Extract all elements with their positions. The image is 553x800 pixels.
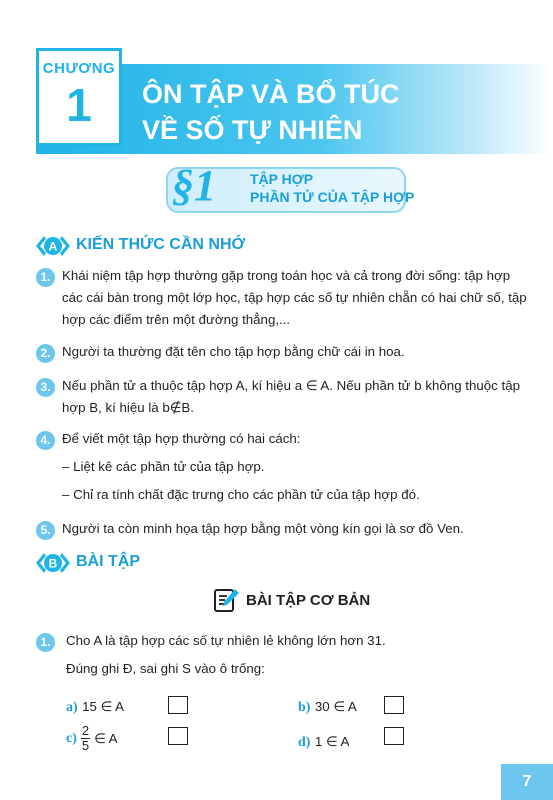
section-symbol: §1 [172, 161, 216, 210]
text-line: Cho A là tập hợp các số tự nhiên lẻ không lớn hơn 31. [66, 633, 386, 648]
text-line: Người ta còn minh họa tập hợp bằng một vòng kín gọi là sơ đồ Ven. [62, 521, 464, 536]
answer-checkbox-b[interactable] [384, 696, 404, 714]
text-line: Nếu phần tử a thuộc tập hợp A, kí hiệu a ∈ A. Nếu phần tử b không thuộc tập [62, 378, 521, 393]
knowledge-1-text [62, 265, 542, 331]
part-b-badge: B [48, 556, 58, 571]
answer-checkbox-a[interactable] [168, 696, 188, 714]
text-line: Người ta thường đặt tên cho tập hợp bằng chữ cái in hoa. [62, 344, 405, 359]
text-line: các cái bàn trong một lớp học, tập hợp các số tự nhiên chẵn có hai chữ số, tập [62, 290, 527, 305]
knowledge-5-text [62, 518, 542, 540]
knowledge-5-number: 5. [36, 521, 55, 540]
part-a-badge: A [48, 239, 58, 254]
knowledge-4-number: 4. [36, 431, 55, 450]
exercise-heading: BÀI TẬP CƠ BẢN [246, 592, 371, 609]
fraction-denominator: 5 [81, 738, 90, 753]
text-line: hợp B, kí hiệu là b∉B. [62, 400, 194, 415]
exercise-1-text [66, 630, 536, 680]
answer-item-d [298, 733, 349, 751]
text-line: Đúng ghi Đ, sai ghi S vào ô trống: [66, 661, 265, 676]
answer-label: a) [66, 700, 78, 715]
chapter-number: 1 [66, 79, 92, 131]
pencil-notebook-icon [213, 587, 241, 613]
chapter-title-line1: ÔN TẬP VÀ BỔ TÚC [142, 79, 400, 109]
answer-label: c) [66, 730, 77, 746]
answer-item-b [298, 698, 357, 716]
section-title-line1: TẬP HỢP [250, 171, 314, 187]
answer-expression: 1 ∈ A [314, 734, 350, 749]
answer-expression: 30 ∈ A [314, 699, 357, 714]
answer-label: d) [298, 735, 311, 750]
knowledge-3-number: 3. [36, 378, 55, 397]
answer-fraction [81, 724, 90, 753]
answer-label: b) [298, 700, 311, 715]
part-b-heading: BÀI TẬP [76, 553, 140, 570]
text-line: – Chỉ ra tính chất đặc trưng cho các phần tử của tập hợp đó. [62, 487, 420, 502]
section-title-line2: PHẦN TỬ CỦA TẬP HỢP [250, 189, 415, 205]
knowledge-3-text [62, 375, 542, 419]
answer-expression: ∈ A [94, 730, 118, 746]
text-line: hợp các điểm trên một đường thẳng,... [62, 312, 291, 327]
text-line: – Liệt kê các phần tử của tập hợp. [62, 459, 265, 474]
section-title [250, 170, 414, 206]
answer-expression: 15 ∈ A [82, 699, 125, 714]
answer-checkbox-d[interactable] [384, 727, 404, 745]
chapter-label: CHƯƠNG [42, 60, 116, 77]
text-line: Khái niệm tập hợp thường gặp trong toán học và cả trong đời sống: tập hợp [62, 268, 511, 283]
chapter-title-line2: VỀ SỐ TỰ NHIÊN [142, 115, 363, 145]
part-b-badge-icon [36, 551, 70, 575]
fraction-numerator: 2 [81, 723, 90, 738]
text-line: Để viết một tập hợp thường có hai cách: [62, 431, 301, 446]
part-a-badge-icon [36, 234, 70, 258]
knowledge-1-number: 1. [36, 268, 55, 287]
answer-item-a [66, 698, 124, 716]
answer-checkbox-c[interactable] [168, 727, 188, 745]
page-number: 7 [501, 764, 553, 800]
chapter-title [142, 76, 400, 148]
answer-item-c [66, 724, 118, 753]
exercise-1-number: 1. [36, 633, 55, 652]
knowledge-2-text [62, 341, 542, 363]
part-a-heading: KIẾN THỨC CẦN NHỚ [76, 236, 246, 253]
knowledge-2-number: 2. [36, 344, 55, 363]
knowledge-4-text [62, 428, 542, 506]
